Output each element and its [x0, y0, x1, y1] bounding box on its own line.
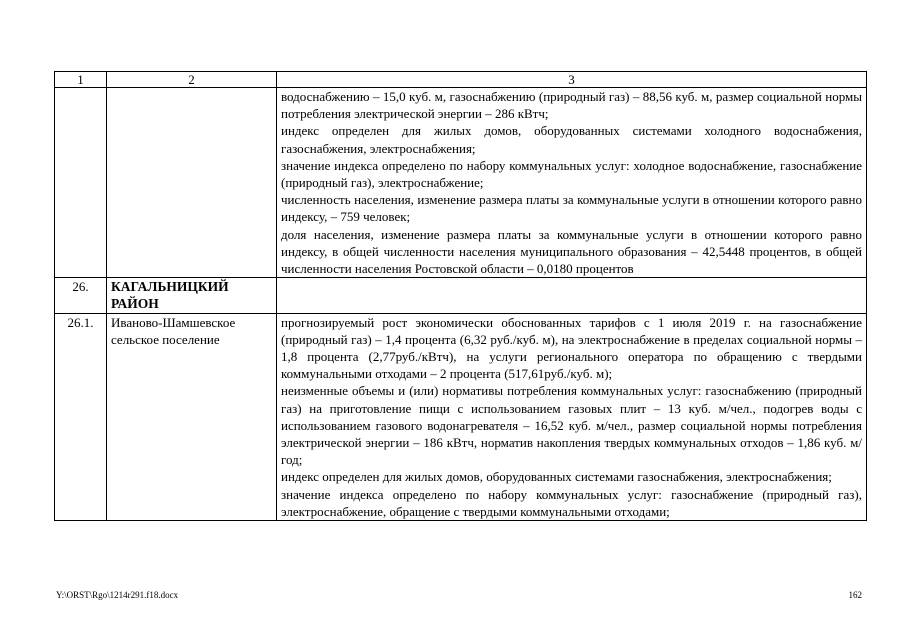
paragraph: прогнозируемый рост экономически обоснованных тарифов с 1 июля 2019 г. на газоснабжение (природный газ) – 1,4 процента (6,32 руб./куб. м), на электроснабжение в пределах социальной нормы – 1,8 процента (2,77руб./кВтч), на услуги регионального оператора по обращению с твердыми коммунальными отходами – 2 процента (517,61руб./куб. м);: [281, 314, 862, 382]
row-text: [277, 278, 867, 313]
row-name: [107, 88, 277, 278]
header-col-2: 2: [107, 72, 277, 88]
row-text: [277, 88, 867, 278]
tariff-table: [54, 71, 867, 521]
paragraph: доля населения, изменение размера платы за коммунальные услуги в отношении которого равно индексу, в общей численности населения муниципального образования – 42,5448 процентов, в общей численности населения Ростовской области – 0,0180 процентов: [281, 226, 862, 277]
row-number: [55, 88, 107, 278]
footer-page-number: 162: [848, 590, 862, 600]
header-col-3: 3: [277, 72, 867, 88]
row-number: 26.: [55, 278, 107, 313]
settlement-name: Иваново-Шамшевское сельское поселение: [107, 313, 277, 520]
header-col-1: 1: [55, 72, 107, 88]
paragraph: значение индекса определено по набору коммунальных услуг: газоснабжение (природный газ), электроснабжение, обращение с твердыми коммунальными отходами;: [281, 486, 862, 519]
paragraph: индекс определен для жилых домов, оборудованных системами газоснабжения, электроснабжения;: [281, 469, 832, 485]
paragraph: значение индекса определено по набору коммунальных услуг: холодное водоснабжение, газоснабжение (природный газ), электроснабжение;: [281, 157, 862, 191]
row-text: [277, 313, 867, 520]
row-number: 26.1.: [55, 313, 107, 520]
footer-file-path: Y:\ORST\Rgo\1214r291.f18.docx: [56, 590, 179, 600]
paragraph: индекс определен для жилых домов, оборудованных системами холодного водоснабжения, газоснабжения, электроснабжения;: [281, 123, 862, 156]
paragraph: неизменные объемы и (или) нормативы потребления коммунальных услуг: газоснабжению (природный газ) на приготовление пищи с использованием газовых плит – 13 куб. м/чел., подогрев воды с использованием газового водонагревателя – 16,52 куб. м/чел., размер социальной нормы потребления электрической энергии – 186 кВтч, норматив накопления твердых коммунальных отходов – 1,86 куб. м/год;: [281, 383, 862, 468]
district-name: КАГАЛЬНИЦКИЙ РАЙОН: [107, 278, 277, 313]
paragraph: водоснабжению – 15,0 куб. м, газоснабжению (природный газ) – 88,56 куб. м, размер социальной нормы потребления электрической энергии – 286 кВтч;: [281, 89, 862, 122]
table-row-district: [55, 278, 867, 313]
table-row-settlement: [55, 313, 867, 520]
paragraph: численность населения, изменение размера платы за коммунальные услуги в отношении которого равно индексу, – 759 человек;: [281, 192, 862, 225]
table-header-row: [55, 72, 867, 88]
table-row-continuation: [55, 88, 867, 278]
